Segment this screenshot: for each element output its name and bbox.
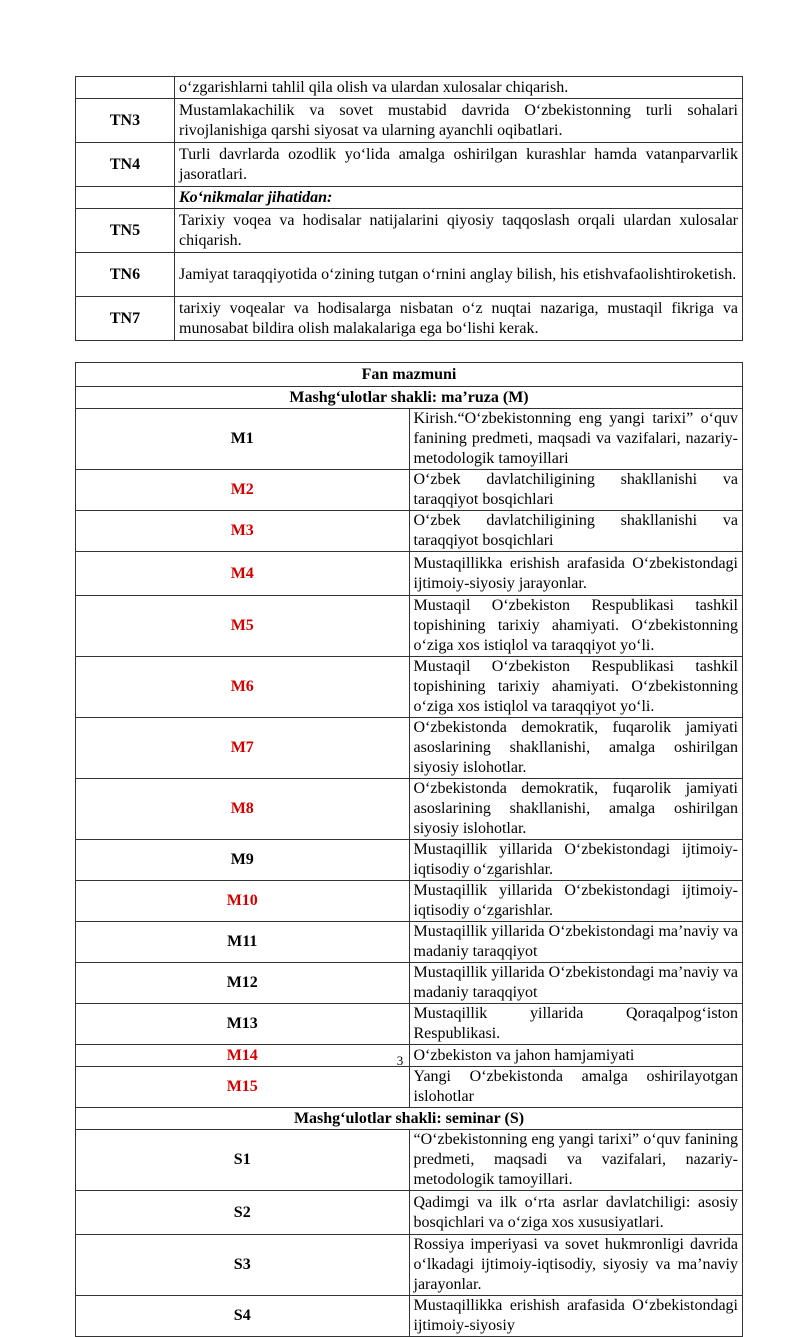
lecture-row [76,409,743,470]
page-number: 3 [396,1053,404,1068]
lecture-row [76,881,743,922]
seminar-code: S4 [76,1296,410,1337]
lecture-text: O‘zbekistonda demokratik, fuqarolik jamiyati asoslarining shakllanishi, amalga oshirilgan siyosiy islohotlar. [409,779,743,840]
row-text: Tarixiy voqea va hodisalar natijalarini qiyosiy taqqoslash orqali ulardan xulosalar chiqarish. [175,209,743,253]
lecture-code: M10 [76,881,410,922]
seminar-code: S3 [76,1235,410,1296]
seminar-row [76,1130,743,1191]
lecture-text: Kirish.“O‘zbekistonning eng yangi tarixi” o‘quv fanining predmeti, maqsadi va vazifalari, nazariy-metodologik tamoyillari [409,409,743,470]
seminar-text: Qadimgi va ilk o‘rta asrlar davlatchiligi: asosiy bosqichlari va o‘ziga xos xususiyatlari. [409,1191,743,1235]
lecture-text: Mustaqillik yillarida O‘zbekistondagi ijtimoiy-iqtisodiy o‘zgarishlar. [409,881,743,922]
seminar-text: Mustaqillikka erishish arafasida O‘zbekistondagi ijtimoiy-siyosiy [409,1296,743,1337]
row-code: TN5 [76,209,175,253]
lecture-row [76,779,743,840]
lecture-code: M9 [76,840,410,881]
table-row [76,253,743,297]
lecture-row [76,963,743,1004]
row-text: Turli davrlarda ozodlik yo‘lida amalga oshirilgan kurashlar hamda vatanparvarlik jasoratlari. [175,143,743,187]
seminar-code: S1 [76,1130,410,1191]
lecture-code: M6 [76,657,410,718]
lecture-code: M2 [76,470,410,511]
row-code: TN6 [76,253,175,297]
row-code [76,187,175,209]
lecture-text: Mustaqillik yillarida O‘zbekistondagi ijtimoiy-iqtisodiy o‘zgarishlar. [409,840,743,881]
lecture-code: M7 [76,718,410,779]
table-row [76,187,743,209]
lecture-heading: Mashg‘ulotlar shakli: ma’ruza (M) [76,387,743,409]
skills-subheading: Ko‘nikmalar jihatidan: [175,187,743,209]
row-text: Jamiyat taraqqiyotida o‘zining tutgan o‘rnini anglay bilish, his etishvafaolishtiroketish. [175,253,743,297]
lecture-code: M8 [76,779,410,840]
seminar-heading: Mashg‘ulotlar shakli: seminar (S) [76,1108,743,1130]
lecture-text: Mustaqillikka erishish arafasida O‘zbekistondagi ijtimoiy-siyosiy jarayonlar. [409,552,743,596]
lecture-row [76,511,743,552]
lecture-text: Mustaqillik yillarida O‘zbekistondagi ma’naviy va madaniy taraqqiyot [409,963,743,1004]
competence-table [75,76,743,341]
lecture-code: M11 [76,922,410,963]
lecture-code: M14 [76,1045,410,1067]
lecture-row [76,596,743,657]
table-row [76,209,743,253]
lecture-row [76,1067,743,1108]
seminar-row [76,1191,743,1235]
lecture-row [76,552,743,596]
lecture-row [76,1004,743,1045]
row-code [76,77,175,99]
seminar-code: S2 [76,1191,410,1235]
lecture-row [76,657,743,718]
row-code: TN3 [76,99,175,143]
lecture-text: O‘zbekiston va jahon hamjamiyati [409,1045,743,1067]
lecture-code: M13 [76,1004,410,1045]
table-row [76,297,743,341]
content-table [75,362,743,1337]
lecture-text: Mustaqil O‘zbekiston Respublikasi tashkil topishining tarixiy ahamiyati. O‘zbekistonning o‘ziga xos istiqlol va taraqqiyot yo‘li. [409,596,743,657]
table-row [76,99,743,143]
lecture-text: Mustaqillik yillarida O‘zbekistondagi ma’naviy va madaniy taraqqiyot [409,922,743,963]
row-text: o‘zgarishlarni tahlil qila olish va ulardan xulosalar chiqarish. [175,77,743,99]
lecture-code: M1 [76,409,410,470]
seminar-row [76,1296,743,1337]
lecture-text: O‘zbek davlatchiligining shakllanishi va taraqqiyot bosqichlari [409,470,743,511]
lecture-code: M12 [76,963,410,1004]
lecture-row [76,840,743,881]
seminar-row [76,1235,743,1296]
content-table-title: Fan mazmuni [76,363,743,387]
row-code: TN4 [76,143,175,187]
table-row [76,387,743,409]
lecture-code: M4 [76,552,410,596]
lecture-code: M15 [76,1067,410,1108]
table-row [76,77,743,99]
table-row [76,143,743,187]
seminar-text: Rossiya imperiyasi va sovet hukmronligi davrida o‘lkadagi ijtimoiy-iqtisodiy, siyosiy va ma’naviy jarayonlar. [409,1235,743,1296]
lecture-code: M5 [76,596,410,657]
lecture-text: Yangi O‘zbekistonda amalga oshirilayotgan islohotlar [409,1067,743,1108]
lecture-row [76,922,743,963]
lecture-text: Mustaqil O‘zbekiston Respublikasi tashkil topishining tarixiy ahamiyati. O‘zbekistonning o‘ziga xos istiqlol va taraqqiyot yo‘li. [409,657,743,718]
lecture-text: O‘zbekistonda demokratik, fuqarolik jamiyati asoslarining shakllanishi, amalga oshirilgan siyosiy islohotlar. [409,718,743,779]
row-text: Mustamlakachilik va sovet mustabid davrida O‘zbekistonning turli sohalari rivojlanishiga qarshi siyosat va ularning ayanchli oqibatlari. [175,99,743,143]
lecture-row [76,470,743,511]
lecture-code: M3 [76,511,410,552]
lecture-text: O‘zbek davlatchiligining shakllanishi va taraqqiyot bosqichlari [409,511,743,552]
row-code: TN7 [76,297,175,341]
lecture-row [76,718,743,779]
row-text: tarixiy voqealar va hodisalarga nisbatan o‘z nuqtai nazariga, mustaqil fikriga va munosabat bildira olish malakalariga ega bo‘lishi kerak. [175,297,743,341]
seminar-text: “O‘zbekistonning eng yangi tarixi” o‘quv fanining predmeti, maqsadi va vazifalari, nazariy-metodologik tamoyillari. [409,1130,743,1191]
table-row [76,363,743,387]
table-row [76,1108,743,1130]
lecture-text: Mustaqillik yillarida Qoraqalpog‘iston Respublikasi. [409,1004,743,1045]
